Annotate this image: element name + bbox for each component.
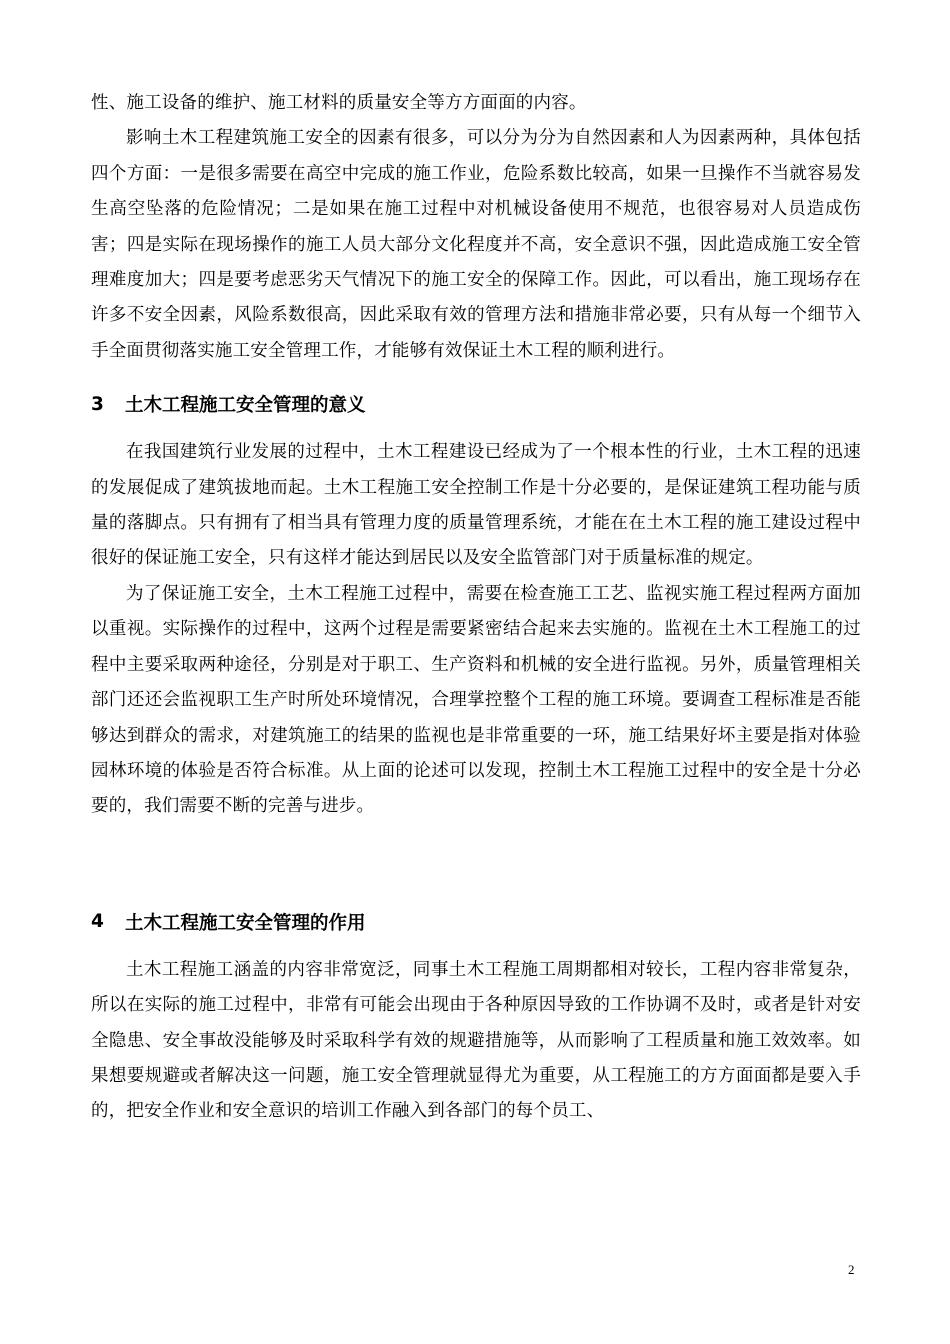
document-body — [91, 86, 861, 1130]
paragraph-continued: 性、施工设备的维护、施工材料的质量安全等方方面面的内容。 — [91, 93, 587, 113]
section-4-heading — [91, 905, 861, 939]
section-3-heading — [91, 387, 861, 421]
paragraph-safety-factors: 影响土木工程建筑施工安全的因素有很多，可以分为分为自然因素和人为因素两种，具体包括四个方面：一是很多需要在高空中完成的施工作业，危险系数比较高，如果一旦操作不当就容易发生高空坠落的危险情况；二是如果在施工过程中对机械设备使用不规范，也很容易对人员造成伤害；四是实际在现场操作的施工人员大部分文化程度并不高，安全意识不强，因此造成施工安全管理难度加大；四是要考虑恶劣天气情况下的施工安全的保障工作。因此，可以看出，施工现场存在许多不安全因素，风险系数很高，因此采取有效的管理方法和措施非常必要，只有从每一个细节入手全面贯彻落实施工安全管理工作，才能够有效保证土木工程的顺利进行。 — [91, 128, 861, 361]
section-3-paragraph-2: 为了保证施工安全，土木工程施工过程中，需要在检查施工工艺、监视实施工程过程两方面加以重视。实际操作的过程中，这两个过程是需要紧密结合起来去实施的。监视在土木工程施工的过程中主要采取两种途径，分别是对于职工、生产资料和机械的安全进行监视。另外，质量管理相关部门还还会监视职工生产时所处环境情况，合理掌控整个工程的施工环境。要调查工程标准是否能够达到群众的需求，对建筑施工的结果的监视也是非常重要的一环，施工结果好坏主要是指对体验园林环境的体验是否符合标准。从上面的论述可以发现，控制土木工程施工过程中的安全是十分必要的，我们需要不断的完善与进步。 — [91, 583, 861, 817]
page-number: 2 — [848, 1262, 855, 1277]
section-3-title: 土木工程施工安全管理的意义 — [125, 395, 366, 417]
section-3-paragraph-1: 在我国建筑行业发展的过程中，土木工程建设已经成为了一个根本性的行业，土木工程的迅速的发展促成了建筑拔地而起。土木工程施工安全控制工作是十分必要的，是保证建筑工程功能与质量的落脚点。只有拥有了相当具有管理力度的质量管理系统，才能在在土木工程的施工建设过程中很好的保证施工安全，只有这样才能达到居民以及安全监管部门对于质量标准的规定。 — [91, 442, 861, 569]
section-3-number: 3 — [91, 393, 104, 415]
section-4-paragraph-1: 土木工程施工涵盖的内容非常宽泛，同事土木工程施工周期都相对较长，工程内容非常复杂，所以在实际的施工过程中，非常有可能会出现由于各种原因导致的工作协调不及时，或者是针对安全隐患、安全事故没能够及时采取科学有效的规避措施等，从而影响了工程质量和施工效效率。如果想要规避或者解决这一问题，施工安全管理就显得尤为重要，从工程施工的方方面面都是要入手的，把安全作业和安全意识的培训工作融入到各部门的每个员工、 — [91, 959, 861, 1122]
section-4-number: 4 — [91, 911, 104, 933]
section-4-title: 土木工程施工安全管理的作用 — [125, 912, 366, 934]
